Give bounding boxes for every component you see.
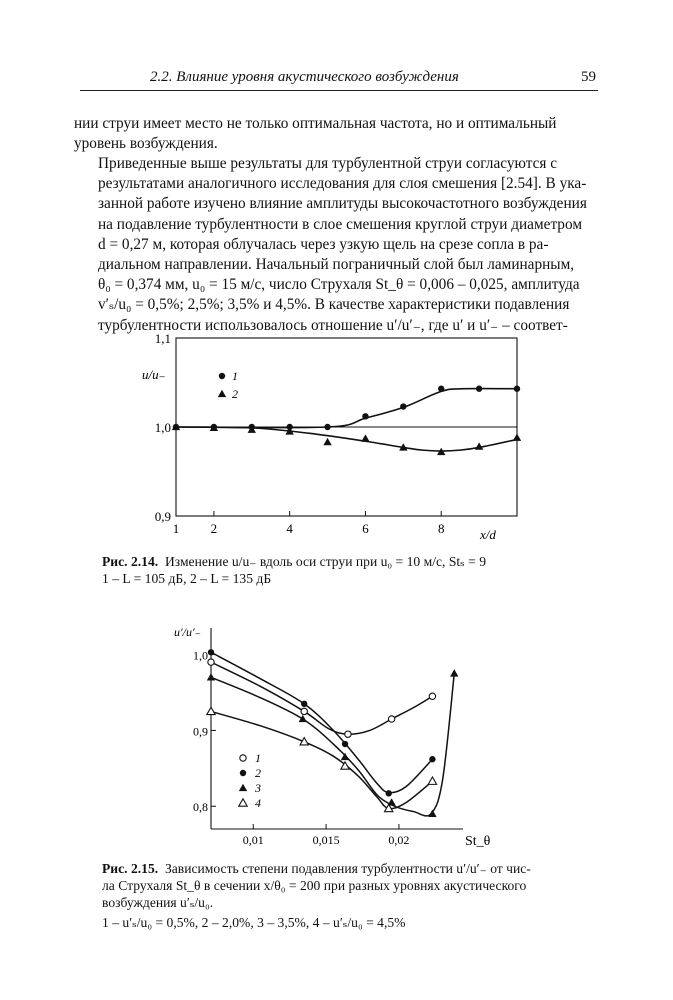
legend <box>239 751 261 810</box>
x-tick-label: 1 <box>172 521 180 536</box>
x-axis-label: x/d <box>480 527 496 542</box>
y-tick-label: 1,0 <box>193 648 208 663</box>
x-tick-label: 8 <box>437 521 445 536</box>
text-line: v′ₛ/u₀ = 0,5%; 2,5%; 3,5% и 4,5%. В качестве характеристики подавления <box>98 296 570 314</box>
legend-label: 3 <box>255 781 261 795</box>
y-tick-label: 0,9 <box>154 509 171 524</box>
caption-legend: 1 – L = 105 дБ, 2 – L = 135 дБ <box>102 571 272 586</box>
y-tick-label: 0,9 <box>193 724 208 739</box>
series-3-point <box>450 669 458 676</box>
figure-label: Рис. 2.15. <box>102 861 159 876</box>
x-tick-label: 0,01 <box>242 833 264 847</box>
text-line: на подавление турбулентности в слое смешения круглой струи диаметром <box>98 215 582 233</box>
series-2-point <box>429 756 435 762</box>
series-2-point <box>342 741 348 747</box>
series-1-point <box>388 716 394 722</box>
series-1-point <box>429 693 435 699</box>
series-3-point <box>207 673 215 680</box>
legend-marker <box>239 799 247 806</box>
legend-marker <box>240 755 246 761</box>
y-tick-label: 1,0 <box>154 420 171 435</box>
text-line: нии струи имеет место не только оптимальная частота, но и оптимальный <box>74 115 557 132</box>
series-4-point <box>207 707 215 714</box>
caption-text: ла Струхаля St_θ в сечении x/θ₀ = 200 при разных уровнях акустического <box>102 878 527 893</box>
x-tick-label: 2 <box>210 521 218 536</box>
legend-marker <box>240 770 246 776</box>
running-title: 2.2. Влияние уровня акустического возбуждения <box>150 69 459 85</box>
series-3-point <box>341 753 349 760</box>
series-1-point <box>345 731 351 737</box>
text-line: турбулентности использовалось отношение u′/u′₋, где u′ и u′₋ – соответ- <box>98 316 568 334</box>
caption-legend: 1 – u′ₛ/u₀ = 0,5%, 2 – 2,0%, 3 – 3,5%, 4 – u′ₛ/u₀ = 4,5% <box>102 915 406 930</box>
page-number: 59 <box>581 69 596 85</box>
legend-label: 1 <box>255 751 261 765</box>
series-3-point <box>299 715 307 722</box>
text-line: диальном направлении. Начальный пограничный слой был ламинарным, <box>98 256 575 274</box>
legend-marker <box>239 784 247 791</box>
legend-label: 4 <box>255 796 261 810</box>
caption-text: Изменение u/u₋ вдоль оси струи при u₀ = 10 м/с, Stₛ = 9 <box>164 554 487 569</box>
caption-text: возбуждения u′ₛ/u₀. <box>102 895 214 910</box>
y-axis-label: u/u₋ <box>142 367 166 382</box>
text-line: θ₀ = 0,374 мм, u₀ = 15 м/с, число Струхаля St_θ = 0,006 – 0,025, амплитуда <box>98 276 580 294</box>
text-line: Приведенные выше результаты для турбулентной струи согласуются с <box>98 155 558 172</box>
series-1-curve <box>211 662 432 734</box>
figure-label: Рис. 2.14. <box>102 554 159 569</box>
legend-label: 2 <box>232 387 238 401</box>
series-1-point <box>208 659 214 665</box>
x-tick-label: 0,02 <box>388 833 410 847</box>
x-tick-label: 4 <box>286 521 293 536</box>
series-4-point <box>428 777 436 784</box>
y-axis-label: u′/u′₋ <box>174 625 201 639</box>
y-tick-label: 1,1 <box>154 331 171 346</box>
series-2-point <box>386 790 392 796</box>
y-tick-label: 0,8 <box>193 800 208 815</box>
legend-label: 2 <box>255 766 261 780</box>
series-3-point <box>428 810 436 817</box>
text-line: занной работе изучено влияние амплитуды высокочастотного возбуждения <box>98 195 587 213</box>
text-line: результатами аналогичного исследования для слоя смешения [2.54]. В ука- <box>98 175 587 193</box>
series-2-point <box>208 649 214 655</box>
series-1-point <box>301 708 307 714</box>
x-axis-label: St_θ <box>465 834 491 849</box>
x-tick-label: 0,015 <box>312 833 340 847</box>
figure-2-15-caption <box>102 860 602 931</box>
legend-label: 1 <box>232 369 238 383</box>
series-2-point <box>301 701 307 707</box>
caption-text: Зависимость степени подавления турбулентности u′/u′₋ от чис- <box>164 861 531 876</box>
x-tick-label: 6 <box>362 521 369 536</box>
text-line: уровень возбуждения. <box>74 135 218 153</box>
text-line: d = 0,27 м, которая облучалась через узкую щель на срезе сопла в ра- <box>98 235 549 253</box>
